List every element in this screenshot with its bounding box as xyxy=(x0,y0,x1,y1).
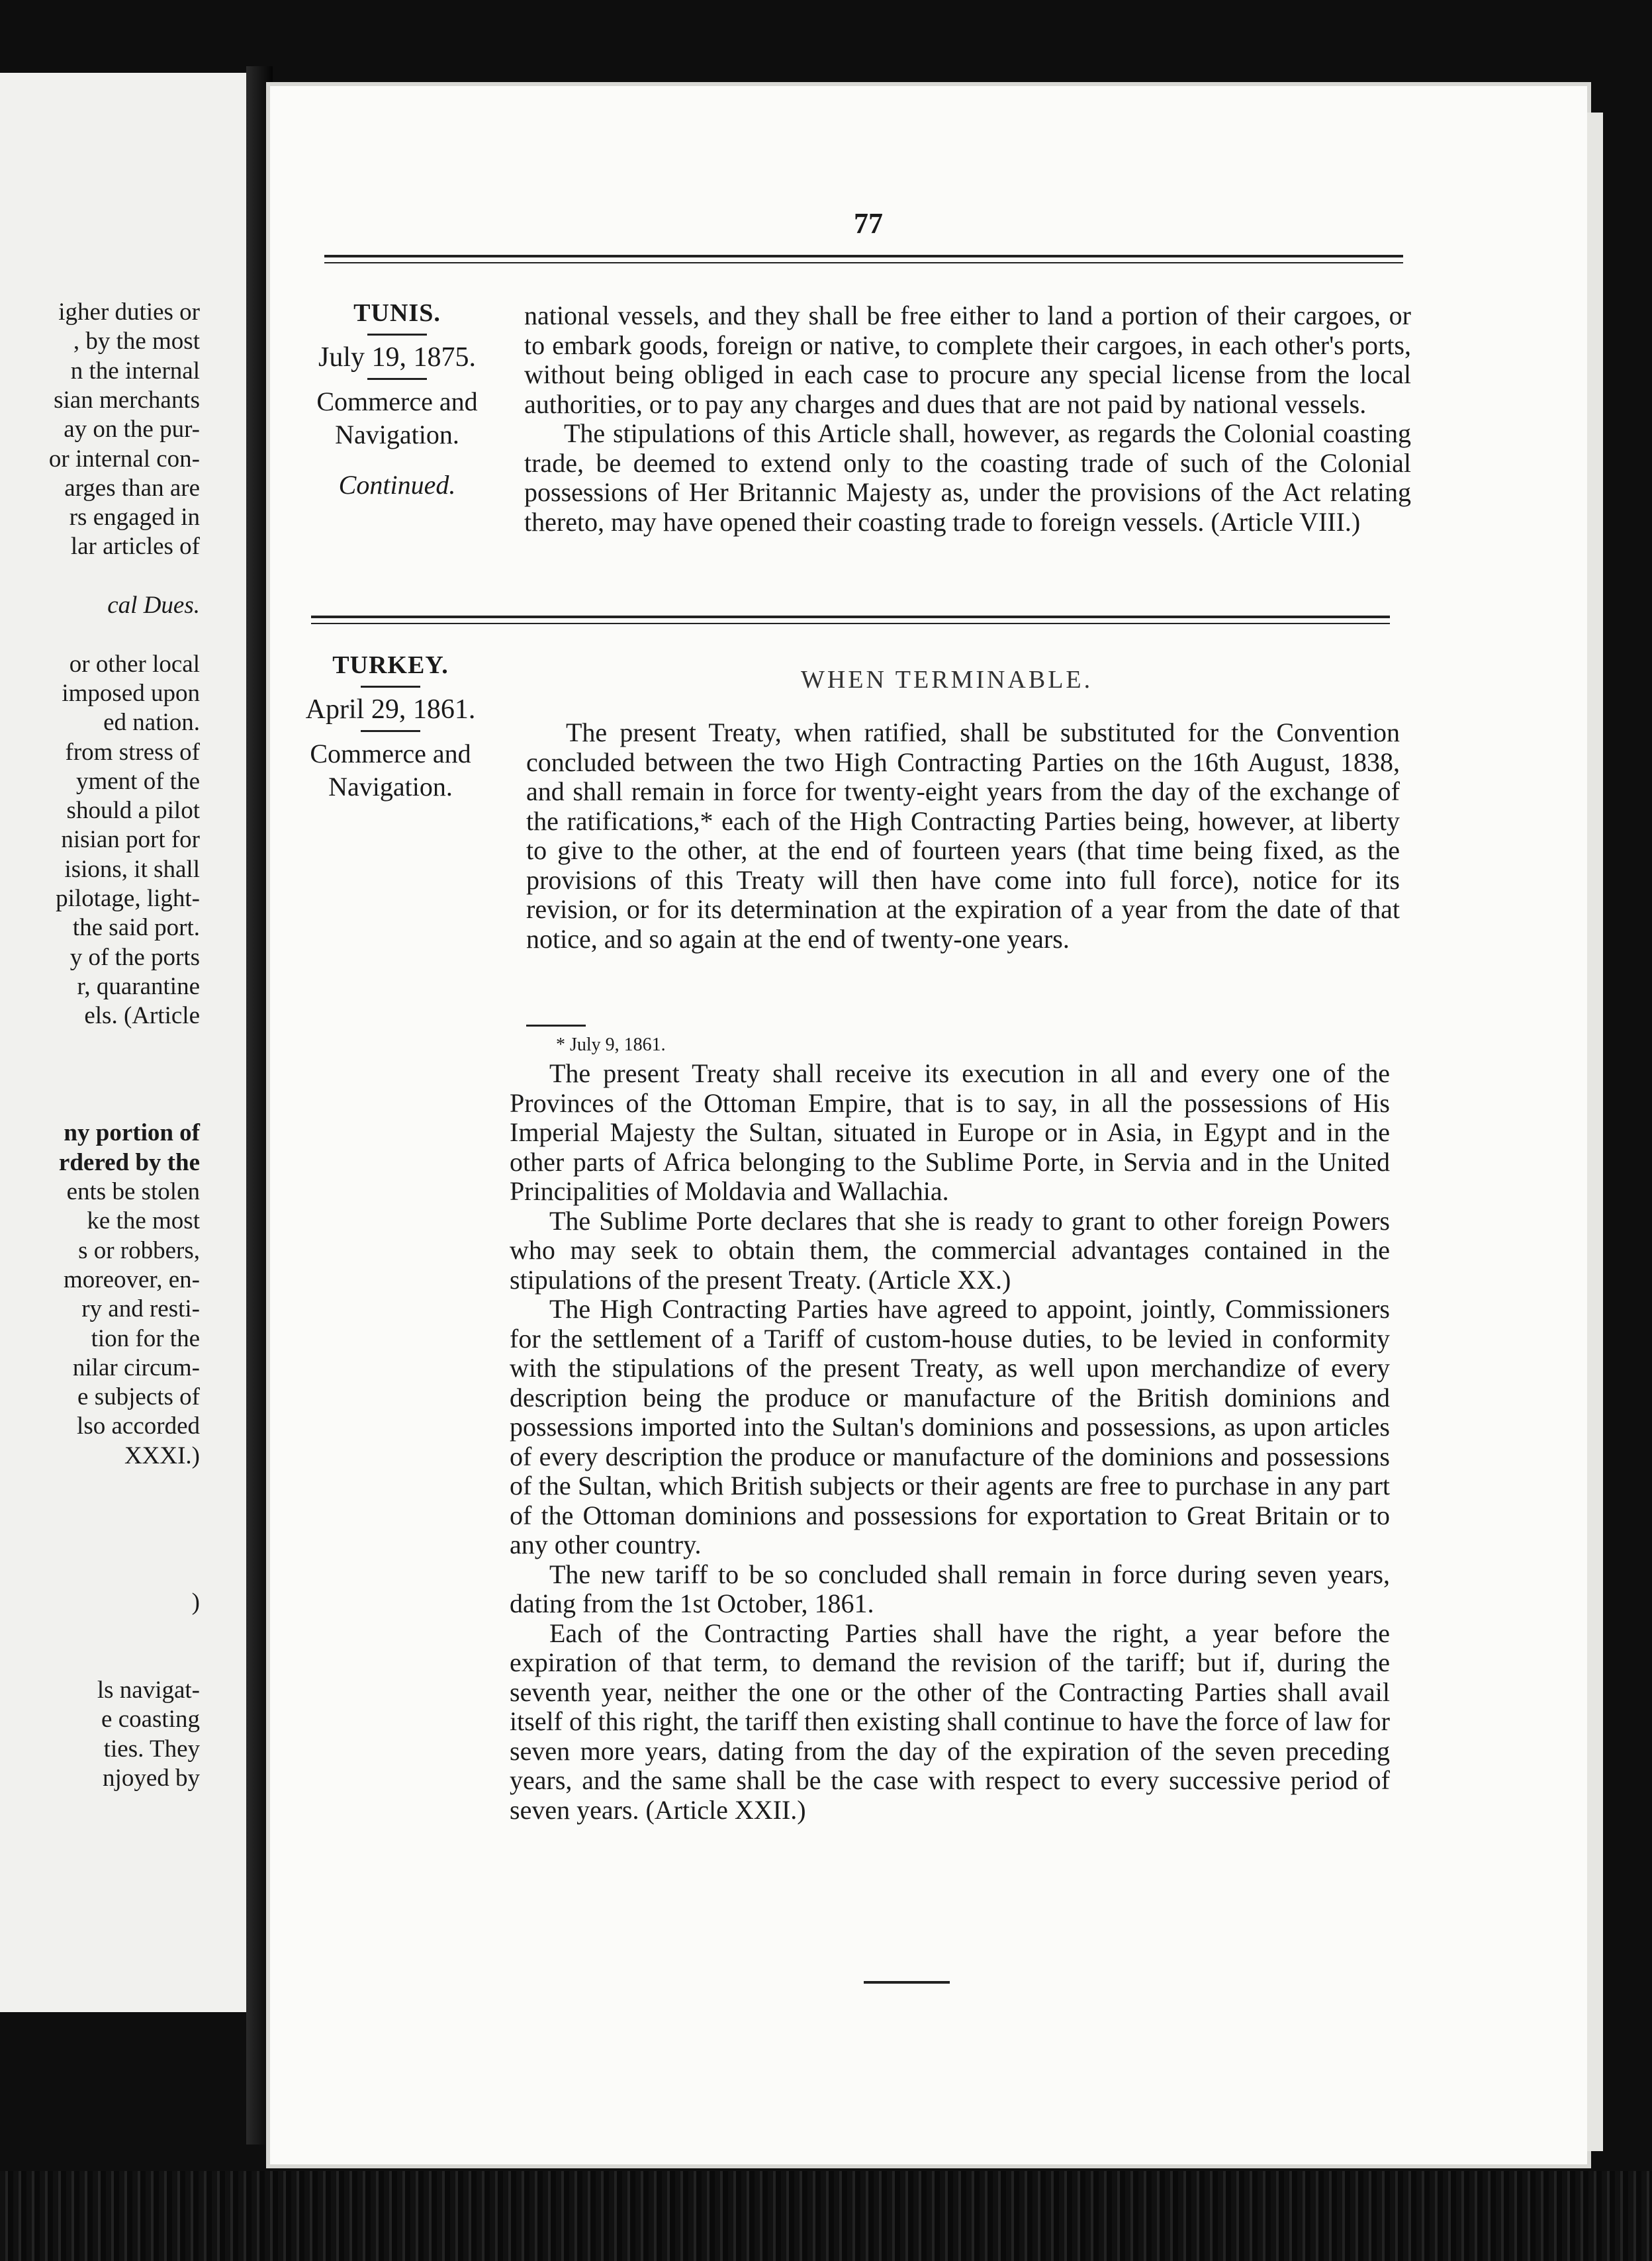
left-page-line: imposed upon xyxy=(62,679,200,707)
header-rule-thin xyxy=(324,262,1403,263)
turkey-text-part2 xyxy=(510,1059,1390,1825)
tunis-paragraph: The stipulations of this Article shall, however, as regards the Colonial coasting trade, be deemed to extend only to the coasting trade of such of the Colonial possessions of Her Britannic Majesty as, under the provisions of the Act relating thereto, may have opened their coasting trade to foreign vessels. (Article VIII.) xyxy=(524,418,1411,537)
left-page-line: XXXI.) xyxy=(124,1442,200,1469)
left-page-line: the said port. xyxy=(72,914,200,942)
left-page-line: ny portion of xyxy=(64,1119,200,1147)
left-page-line: els. (Article xyxy=(84,1002,200,1030)
left-page-line: tion for the xyxy=(91,1324,200,1352)
left-page-line: s or robbers, xyxy=(78,1236,200,1264)
left-page-line: should a pilot xyxy=(66,797,200,825)
tunis-date: July 19, 1875. xyxy=(318,342,476,373)
left-page-line: ents be stolen xyxy=(66,1178,200,1205)
section-title: WHEN TERMINABLE. xyxy=(801,666,1093,694)
page-edge xyxy=(1587,113,1603,2151)
left-page-line: sian merchants xyxy=(54,386,200,414)
turkey-paragraph: Each of the Contracting Parties shall have the right, a year before the expiration of that term, to demand the revision of the tariff; but if, during the seventh year, neither the one or the other of the Contracting Parties shall avail itself of this right, the tariff then existing shall continue to have the force of law for seven more years, dating from the day of the expiration of the seven preceding years, and the same shall be the case with respect to every successive period of seven years. (Article XXII.) xyxy=(510,1618,1390,1825)
page-number: 77 xyxy=(854,207,883,240)
left-page-line: from stress of xyxy=(65,738,200,766)
left-page-line: moreover, en- xyxy=(63,1266,200,1293)
left-page-line: rdered by the xyxy=(58,1148,200,1176)
turkey-paragraph: The present Treaty shall receive its execution in all and every one of the Provinces of the Ottoman Empire, that is to say, in all the possessions of His Imperial Majesty the Sultan, situated in Europe or in Asia, in Egypt and in the other parts of Africa belonging to the Sublime Porte, in Servia and in the United Principalities of Moldavia and Wallachia. xyxy=(510,1058,1390,1206)
left-page-line: ) xyxy=(191,1589,200,1616)
left-page-line: rs engaged in xyxy=(69,504,200,531)
tunis-margin-note xyxy=(291,297,503,502)
margin-divider xyxy=(361,730,420,732)
turkey-margin-note xyxy=(285,649,496,804)
tunis-paragraph: national vessels, and they shall be free either to land a portion of their cargoes, or to embark goods, foreign or native, to complete their cargoes, in each other's ports, without being obliged in each case to procure any special license from the local authorities, or to pay any charges and dues that are not paid by national vessels. xyxy=(524,300,1411,419)
turkey-paragraph: The present Treaty, when ratified, shall be substituted for the Convention concluded between the two High Contracting Parties on the 16th August, 1838, and shall remain in force for twenty-eight years from the day of the exchange of the ratifications,* each of the High Contracting Parties being, however, at liberty to give to the other, at the end of fourteen years (that time being fixed, as the provisions of this Treaty will then have come into full force), notice for its revision, or for its determination at the expiration of a year from the date of that notice, and so again at the end of twenty-one years. xyxy=(526,717,1400,954)
left-page-line: nisian port for xyxy=(61,826,200,854)
margin-divider xyxy=(367,378,427,380)
left-page-line: ties. They xyxy=(103,1735,200,1763)
section-rule xyxy=(311,616,1390,618)
left-page-line: ls navigat- xyxy=(97,1677,200,1704)
tunis-subject-line1: Commerce and xyxy=(316,387,478,416)
margin-divider xyxy=(367,334,427,336)
section-rule-thin xyxy=(311,623,1390,624)
turkey-date: April 29, 1861. xyxy=(305,694,476,725)
left-page-line: r, quarantine xyxy=(77,972,200,1000)
turkey-paragraph: The High Contracting Parties have agreed to appoint, jointly, Commissioners for the settlement of a Tariff of custom-house duties, to be levied in conformity with the stipulations of the present Treaty, as well upon merchandize of every description being the produce or manufacture of the British dominions and possessions imported into the Sultan's dominions and possessions, as upon articles of every description the produce or manufacture of the dominions and possessions of the Sultan, which British subjects or their agents are free to purchase in any part of the Ottoman dominions and possessions for exportation to Great Britain or to any other country. xyxy=(510,1294,1390,1559)
footnote-rule xyxy=(526,1025,586,1027)
left-page-line: pilotage, light- xyxy=(56,885,200,912)
left-page-line: or other local xyxy=(69,650,200,678)
header-rule xyxy=(324,255,1403,257)
left-page-line: ed nation. xyxy=(103,709,200,737)
left-page-line: ry and resti- xyxy=(81,1295,200,1323)
end-rule xyxy=(864,1981,950,1984)
left-page-line: yment of the xyxy=(75,767,200,795)
left-page-line: y of the ports xyxy=(69,943,200,971)
left-page-line: lar articles of xyxy=(70,533,200,561)
left-page-line: njoyed by xyxy=(103,1765,200,1792)
left-page-line: arges than are xyxy=(64,474,200,502)
turkey-subject-line1: Commerce and xyxy=(310,739,471,768)
left-page-line: ke the most xyxy=(87,1207,200,1235)
left-page-line: n the internal xyxy=(70,357,200,385)
left-page-line: nilar circum- xyxy=(72,1354,200,1381)
left-page-line: ay on the pur- xyxy=(64,416,200,443)
left-page-line: or internal con- xyxy=(48,445,200,473)
left-page-line: e coasting xyxy=(101,1706,200,1733)
turkey-country: TURKEY. xyxy=(332,651,449,679)
left-page-line: e subjects of xyxy=(77,1383,200,1411)
turkey-paragraph: The Sublime Porte declares that she is ready to grant to other foreign Powers who may seek to obtain them, the commercial advantages contained in the stipulations of the present Treaty. (Article XX.) xyxy=(510,1205,1390,1295)
tunis-country: TUNIS. xyxy=(353,299,441,327)
left-page-line: cal Dues. xyxy=(107,592,200,619)
tunis-subject-line2: Navigation. xyxy=(335,420,459,449)
left-page-line: , by the most xyxy=(73,328,200,355)
turkey-subject-line2: Navigation. xyxy=(328,772,453,802)
footnote: * July 9, 1861. xyxy=(556,1035,666,1055)
tunis-text xyxy=(524,301,1411,537)
left-page-line: igher duties or xyxy=(58,299,200,326)
turkey-text-part1 xyxy=(526,718,1400,954)
left-page-line: lso accorded xyxy=(77,1412,200,1440)
margin-divider xyxy=(361,686,420,688)
left-page xyxy=(0,73,246,2012)
tunis-continued: Continued. xyxy=(338,470,456,500)
turkey-paragraph: The new tariff to be so concluded shall remain in force during seven years, dating from the 1st October, 1861. xyxy=(510,1559,1390,1618)
book-gutter xyxy=(246,66,273,2145)
left-page-line: isions, it shall xyxy=(64,855,200,883)
scan-background xyxy=(0,2171,1652,2261)
